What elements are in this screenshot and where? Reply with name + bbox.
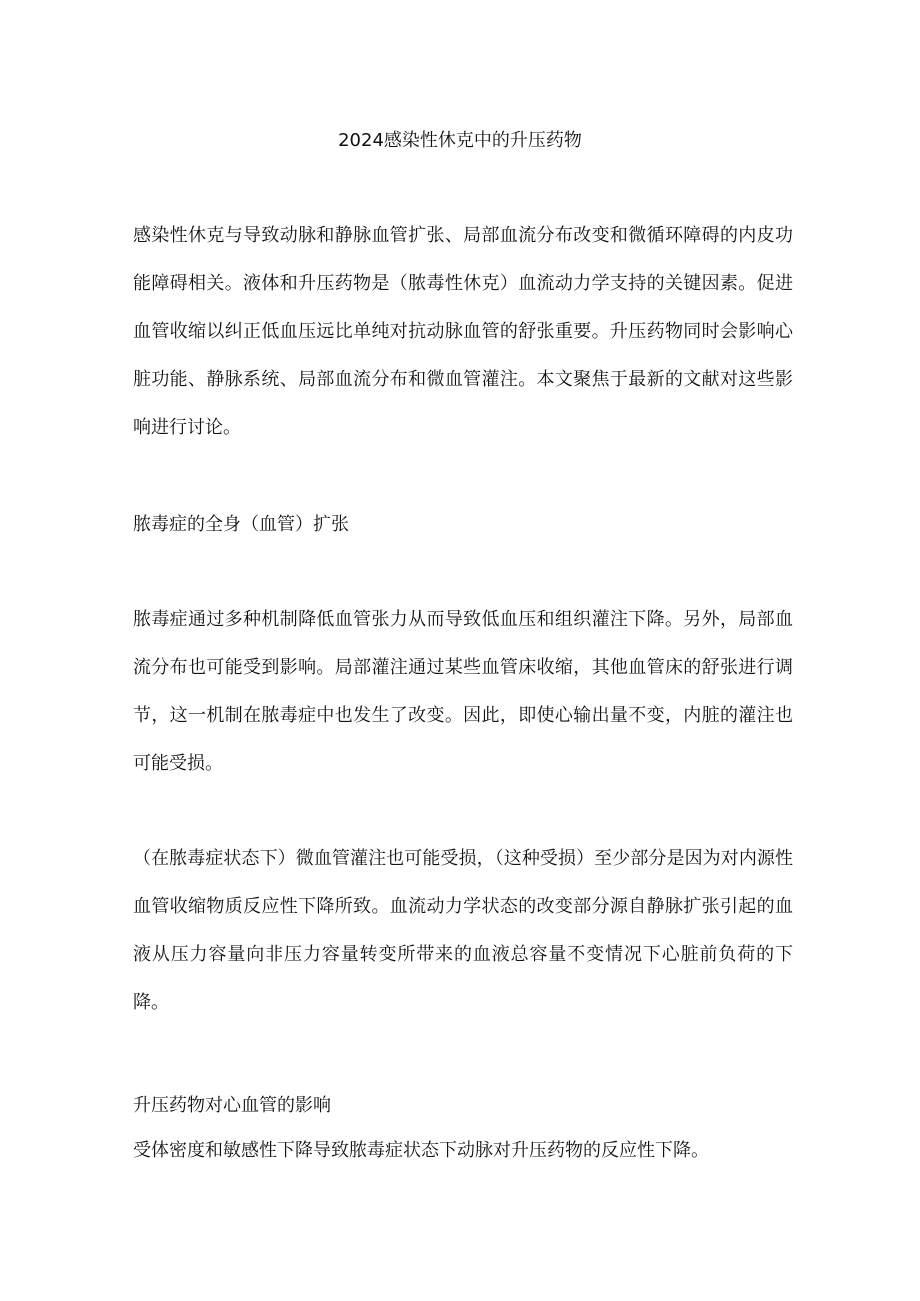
section-heading-systemic-vasodilation: 脓毒症的全身（血管）扩张 [133,514,349,535]
paragraph-microvascular: （在脓毒症状态下）微血管灌注也可能受损，（这种受损）至少部分是因为对内源性血管收缩物质反应性下降所致。血流动力学状态的改变部分源自静脉扩张引起的血液从压力容量向非压力容量转变所带来的血液总容量不变情况下心脏前负荷的下降。 [133,848,793,1013]
paragraph-receptor-density: 受体密度和敏感性下降导致脓毒症状态下动脉对升压药物的反应性下降。 [133,1140,709,1161]
paragraph-intro: 感染性休克与导致动脉和静脉血管扩张、局部血流分布改变和微循环障碍的内皮功能障碍相关。液体和升压药物是（脓毒性休克）血流动力学支持的关键因素。促进血管收缩以纠正低血压远比单纯对抗动脉血管的舒张重要。升压药物同时会影响心脏功能、静脉系统、局部血流分布和微血管灌注。本文聚焦于最新的文献对这些影响进行讨论。 [133,225,793,438]
section-heading-vasopressor-effects: 升压药物对心血管的影响 [133,1095,331,1116]
paragraph-perfusion: 脓毒症通过多种机制降低血管张力从而导致低血压和组织灌注下降。另外，局部血流分布也可能受到影响。局部灌注通过某些血管床收缩，其他血管床的舒张进行调节，这一机制在脓毒症中也发生了改变。因此，即使心输出量不变，内脏的灌注也可能受损。 [133,609,793,774]
document-title: 2024感染性休克中的升压药物 [338,130,582,151]
